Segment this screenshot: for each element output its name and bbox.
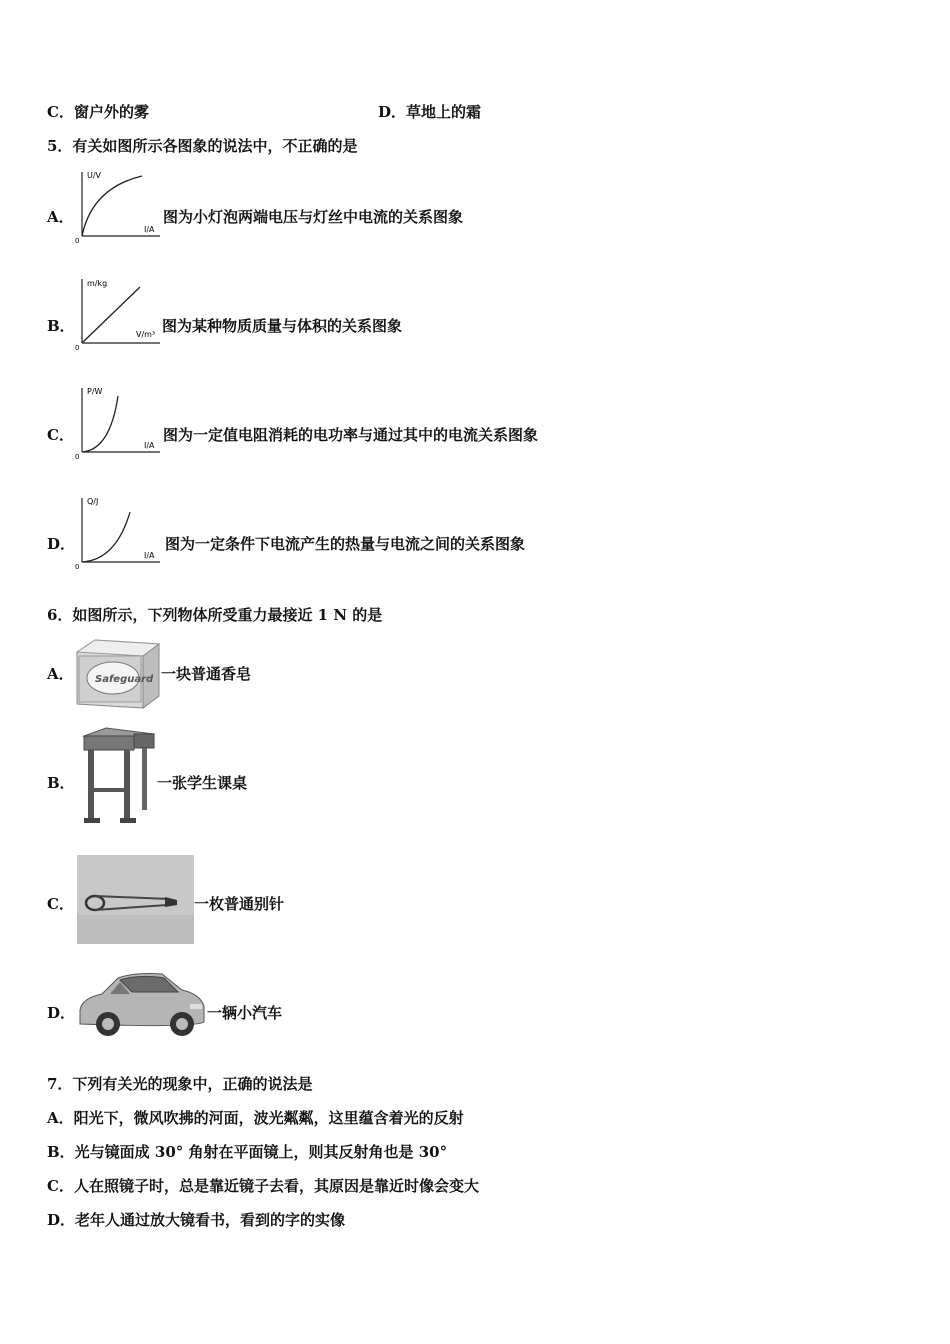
q5-a-ylabel: U/V xyxy=(87,171,102,180)
q5-option-a-text: 图为小灯泡两端电压与灯丝中电流的关系图象 xyxy=(163,208,464,226)
soap-brand-text: Safeguard xyxy=(95,674,154,685)
q5-option-c-letter: C． xyxy=(47,426,74,444)
q5-d-xlabel: I/A xyxy=(144,551,155,560)
safety-pin-image xyxy=(77,855,194,944)
q5-option-b-letter: B． xyxy=(47,317,75,335)
q5-a-origin: 0 xyxy=(75,237,80,244)
q7-option-b: B．光与镜面成 30° 角射在平面镜上，则其反射角也是 30° xyxy=(47,1143,448,1161)
q6-option-b-text: 一张学生课桌 xyxy=(157,774,248,792)
q6-option-d-text: 一辆小汽车 xyxy=(207,1004,283,1022)
q4-option-c: C．窗户外的雾 xyxy=(47,103,149,121)
q5-c-origin: 0 xyxy=(75,453,80,460)
q6-option-b-letter: B． xyxy=(47,774,75,792)
q7-option-d: D．老年人通过放大镜看书，看到的字的实像 xyxy=(47,1211,346,1229)
q5-option-a-letter: A． xyxy=(47,208,74,226)
q5-graph-a xyxy=(72,168,164,244)
q5-graph-c xyxy=(72,384,164,460)
q5-graph-b xyxy=(72,275,164,351)
q6-option-d-letter: D． xyxy=(47,1004,76,1022)
q5-d-origin: 0 xyxy=(75,563,80,570)
q5-c-ylabel: P/W xyxy=(87,387,103,396)
q6-option-c-letter: C． xyxy=(47,895,74,913)
car-image xyxy=(74,966,208,1044)
q6-stem: 6．如图所示，下列物体所受重力最接近 1 N 的是 xyxy=(47,606,383,624)
q5-graph-d xyxy=(72,494,164,570)
desk-image xyxy=(76,726,158,828)
q5-a-xlabel: I/A xyxy=(144,225,155,234)
q5-d-ylabel: Q/J xyxy=(87,497,99,506)
q6-option-c-text: 一枚普通别针 xyxy=(194,895,285,913)
q7-stem: 7．下列有关光的现象中，正确的说法是 xyxy=(47,1075,313,1093)
q6-option-a-letter: A． xyxy=(47,665,74,683)
q5-option-c-text: 图为一定值电阻消耗的电功率与通过其中的电流关系图象 xyxy=(163,426,539,444)
q5-b-xlabel: V/m³ xyxy=(136,330,156,339)
q5-option-d-letter: D． xyxy=(47,535,76,553)
q5-stem: 5．有关如图所示各图象的说法中，不正确的是 xyxy=(47,137,358,155)
soap-image xyxy=(73,638,161,710)
q7-option-a: A．阳光下，微风吹拂的河面，波光粼粼，这里蕴含着光的反射 xyxy=(47,1109,464,1127)
q5-c-xlabel: I/A xyxy=(144,441,155,450)
q5-option-d-text: 图为一定条件下电流产生的热量与电流之间的关系图象 xyxy=(165,535,526,553)
q4-option-d: D．草地上的霜 xyxy=(378,103,482,121)
q5-b-origin: 0 xyxy=(75,344,80,351)
q5-option-b-text: 图为某种物质质量与体积的关系图象 xyxy=(162,317,403,335)
q6-option-a-text: 一块普通香皂 xyxy=(161,665,252,683)
q7-option-c: C．人在照镜子时，总是靠近镜子去看，其原因是靠近时像会变大 xyxy=(47,1177,479,1195)
q5-b-ylabel: m/kg xyxy=(87,279,108,288)
